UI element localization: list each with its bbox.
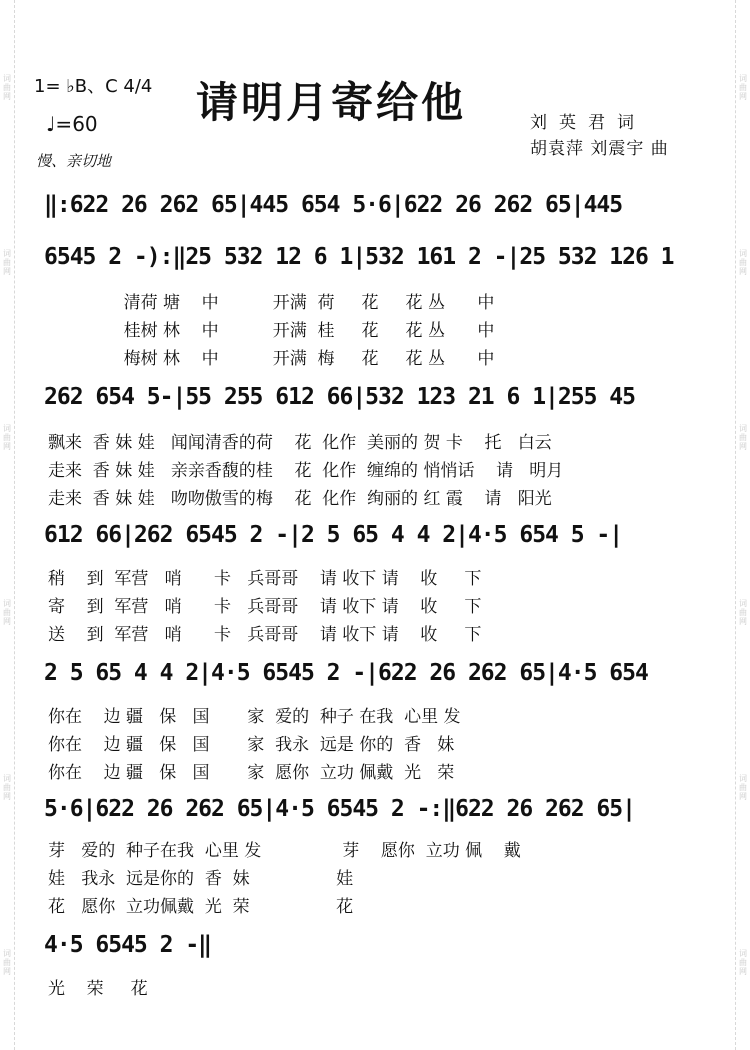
lyric-line-6-verse-3: 花 愿你 立功佩戴 光 荣 花 [48, 897, 354, 917]
watermark-text: 词曲网 [738, 249, 748, 276]
notation-line-6: 5·6|622 26 262 65|4·5 6545 2 -:‖622 26 262 65| [44, 796, 635, 822]
song-title: 请明月寄给他 [196, 78, 467, 127]
lyricist-credit: 刘英君词 [530, 113, 646, 133]
lyric-line-4-verse-2: 寄 到 军营 哨 卡 兵哥哥 请 收下 请 收 下 [48, 597, 482, 617]
watermark-text: 词曲网 [2, 599, 12, 626]
watermark-text: 词曲网 [2, 74, 12, 101]
watermark-text: 词曲网 [738, 949, 748, 976]
lyric-line-5-verse-2: 你在 边 疆 保 国 家 我永 远是 你的 香 妹 [48, 735, 455, 755]
watermark-strip-right [735, 0, 750, 1050]
lyric-line-4-verse-1: 稍 到 军营 哨 卡 兵哥哥 请 收下 请 收 下 [48, 569, 482, 589]
notation-line-2: 6545 2 -):‖25 532 12 6 1|532 161 2 -|25 532 126 1 [44, 244, 674, 270]
notation-line-4: 612 66|262 6545 2 -|2 5 65 4 4 2|4·5 654 5 -| [44, 522, 623, 548]
lyric-line-2-verse-1: 清荷 塘 中 开满 荷 花 花 丛 中 [48, 293, 495, 313]
notation-line-3: 262 654 5-|55 255 612 66|532 123 21 6 1|255 45 [44, 384, 635, 410]
watermark-strip-left [0, 0, 15, 1050]
notation-line-5: 2 5 65 4 4 2|4·5 6545 2 -|622 26 262 65|4·5 654 [44, 660, 648, 686]
lyric-line-5-verse-1: 你在 边 疆 保 国 家 爱的 种子 在我 心里 发 [48, 707, 461, 727]
watermark-text: 词曲网 [738, 74, 748, 101]
key-signature: 1= ♭B、C 4/4 [34, 76, 153, 97]
lyric-line-7-verse-1: 光 荣 花 [48, 979, 148, 999]
lyric-line-6-verse-1: 芽 爱的 种子在我 心里 发 芽 愿你 立功 佩 戴 [48, 841, 521, 861]
watermark-text: 词曲网 [2, 424, 12, 451]
watermark-text: 词曲网 [2, 774, 12, 801]
composer-credit: 胡袁萍 刘震宇 曲 [530, 139, 669, 159]
watermark-text: 词曲网 [738, 774, 748, 801]
watermark-text: 词曲网 [2, 949, 12, 976]
watermark-text: 词曲网 [738, 599, 748, 626]
tempo-marking: ♩=60 [46, 112, 98, 136]
lyric-line-3-verse-1: 飘来 香 妹 娃 闻闻清香的荷 花 化作 美丽的 贺 卡 托 白云 [48, 433, 552, 453]
notation-line-1: ‖:622 26 262 65|445 654 5·6|622 26 262 65|445 [44, 192, 623, 218]
watermark-text: 词曲网 [2, 249, 12, 276]
lyric-line-6-verse-2: 娃 我永 远是你的 香 妹 娃 [48, 869, 354, 889]
watermark-text: 词曲网 [738, 424, 748, 451]
expression-marking: 慢、亲切地 [36, 152, 112, 170]
lyric-line-3-verse-2: 走来 香 妹 娃 亲亲香馥的桂 花 化作 缠绵的 悄悄话 请 明月 [48, 461, 564, 481]
notation-line-7: 4·5 6545 2 -‖ [44, 932, 212, 958]
lyric-line-2-verse-3: 梅树 林 中 开满 梅 花 花 丛 中 [48, 349, 495, 369]
lyric-line-3-verse-3: 走来 香 妹 娃 吻吻傲雪的梅 花 化作 绚丽的 红 霞 请 阳光 [48, 489, 552, 509]
lyric-line-4-verse-3: 送 到 军营 哨 卡 兵哥哥 请 收下 请 收 下 [48, 625, 482, 645]
lyric-line-2-verse-2: 桂树 林 中 开满 桂 花 花 丛 中 [48, 321, 495, 341]
lyric-line-5-verse-3: 你在 边 疆 保 国 家 愿你 立功 佩戴 光 荣 [48, 763, 455, 783]
